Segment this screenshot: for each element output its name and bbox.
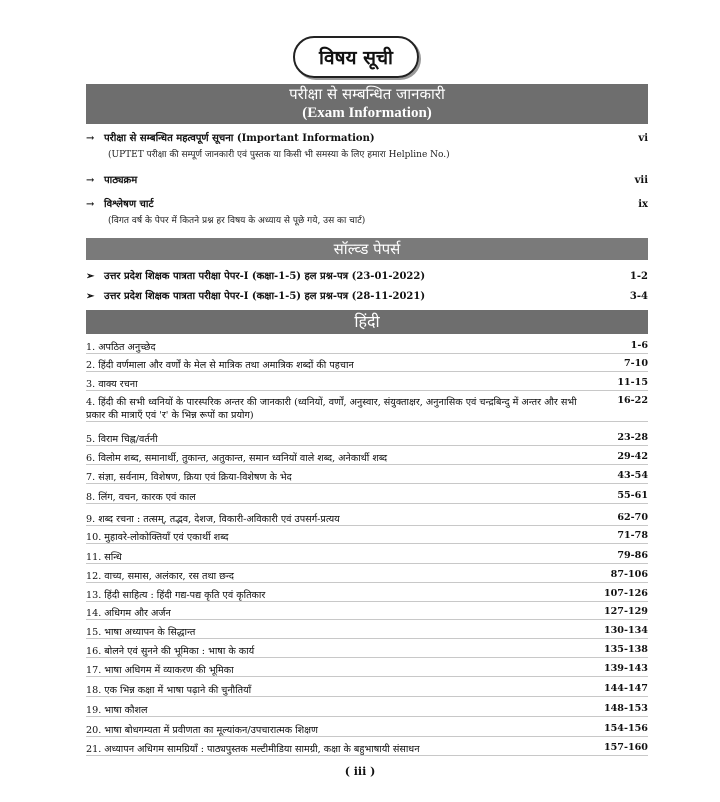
chapter-title: 2. हिंदी वर्णमाला और वर्णों के मेल से मात्रिक तथा अमात्रिक शब्दों की पहचान: [86, 360, 354, 371]
chapter-title: 11. सन्धि: [86, 552, 122, 563]
chapter-title: 10. मुहावरे-लोकोक्तियाँ एवं एकार्थी शब्द: [86, 532, 229, 543]
chapter-title: 7. संज्ञा, सर्वनाम, विशेषण, क्रिया एवं क्रिया-विशेषण के भेद: [86, 472, 292, 483]
page-title: विषय सूची: [293, 36, 419, 78]
chapter-title: 15. भाषा अध्यापन के सिद्धान्त: [86, 627, 196, 638]
section-hindi-header: [86, 310, 648, 334]
entry-label: परीक्षा से सम्बन्धित महत्वपूर्ण सूचना (Important Information): [104, 133, 375, 144]
chapter-row[interactable]: [86, 451, 648, 465]
section-exam-info-heading: परीक्षा से सम्बन्धित जानकारी: [289, 85, 445, 103]
chapter-row[interactable]: [86, 550, 648, 564]
toc-entry-paper-2021[interactable]: [86, 288, 648, 302]
section-solved-papers-header: [86, 238, 648, 260]
chapter-pages: 154-156: [603, 723, 648, 734]
entry-label: उत्तर प्रदेश शिक्षक पात्रता परीक्षा पेपर-I (कक्षा-1-5) हल प्रश्न-पत्र (23-01-2022): [104, 271, 426, 282]
entry-note: (UPTET परीक्षा की सम्पूर्ण जानकारी एवं पुस्तक या किसी भी समस्या के लिए हमारा Helpline No.): [108, 150, 450, 160]
chapter-row[interactable]: [86, 703, 648, 717]
chapter-pages: 71-78: [617, 530, 648, 541]
toc-entry-paper-2022[interactable]: [86, 268, 648, 282]
chapter-row[interactable]: [86, 340, 648, 354]
arrow-right-icon: ➢: [86, 271, 95, 282]
entry-label: विश्लेषण चार्ट: [104, 199, 154, 210]
toc-entry-important-info[interactable]: [86, 130, 648, 160]
chapter-pages: 16-22: [617, 395, 648, 406]
chapter-pages: 135-138: [603, 644, 648, 655]
chapter-row[interactable]: [86, 663, 648, 677]
page-number: ( iii ): [344, 765, 376, 778]
chapter-title: 16. बोलने एवं सुनने की भूमिका : भाषा के कार्य: [86, 646, 255, 657]
chapter-row[interactable]: [86, 490, 648, 504]
chapter-title: 19. भाषा कौशल: [86, 705, 148, 716]
chapter-pages: 55-61: [617, 490, 648, 501]
chapter-pages: 62-70: [617, 512, 648, 523]
chapter-pages: 127-129: [603, 606, 648, 617]
chapter-title: 5. विराम चिह्न/वर्तनी: [86, 434, 158, 445]
chapter-title: 6. विलोम शब्द, समानार्थी, तुकान्त, अतुकान्त, समान ध्वनियों वाले शब्द, अनेकार्थी शब्द: [86, 453, 388, 464]
entry-page: 3-4: [629, 291, 648, 302]
chapter-row[interactable]: [86, 625, 648, 639]
arrow-right-icon: →: [86, 175, 95, 186]
chapter-pages: 107-126: [603, 588, 648, 599]
chapter-row[interactable]: [86, 395, 648, 422]
chapter-pages: 23-28: [617, 432, 648, 443]
chapter-pages: 11-15: [617, 377, 648, 388]
arrow-right-icon: ➢: [86, 291, 95, 302]
section-exam-info-header: [86, 84, 648, 124]
chapter-row[interactable]: [86, 512, 648, 526]
entry-label: उत्तर प्रदेश शिक्षक पात्रता परीक्षा पेपर-I (कक्षा-1-5) हल प्रश्न-पत्र (28-11-2021): [104, 291, 426, 302]
chapter-row[interactable]: [86, 377, 648, 391]
chapter-pages: 139-143: [603, 663, 648, 674]
chapter-pages: 144-147: [603, 683, 648, 694]
chapter-title: 12. वाच्य, समास, अलंकार, रस तथा छन्द: [86, 571, 234, 582]
section-exam-info-heading-en: (Exam Information): [302, 105, 432, 121]
section-solved-papers-heading: सॉल्व्ड पेपर्स: [333, 240, 401, 258]
entry-page: ix: [638, 199, 648, 210]
chapter-title: 4. हिंदी की सभी ध्वनियों के पारस्परिक अन्तर की जानकारी (ध्वनियों, वर्णों, अनुस्वार, संयुक्ताक्षर, अनुनासिक एवं चन्द्रबिन्दु में अन्तर और सभी प्रकार की मात्राएँ एवं 'र' के भिन्न रूपों का प्रयोग): [86, 397, 577, 421]
chapter-title: 8. लिंग, वचन, कारक एवं काल: [86, 492, 196, 503]
arrow-right-icon: →: [86, 199, 95, 210]
toc-entry-analysis-chart[interactable]: [86, 196, 648, 226]
chapter-row[interactable]: [86, 742, 648, 756]
chapter-pages: 87-106: [610, 569, 648, 580]
entry-label: पाठ्यक्रम: [104, 175, 138, 186]
chapter-title: 18. एक भिन्न कक्षा में भाषा पढ़ाने की चुनौतियाँ: [86, 685, 252, 696]
chapter-row[interactable]: [86, 569, 648, 583]
chapter-row[interactable]: [86, 432, 648, 446]
chapter-pages: 1-6: [630, 340, 648, 351]
chapter-title: 20. भाषा बोधगम्यता में प्रवीणता का मूल्यांकन/उपचारात्मक शिक्षण: [86, 725, 318, 736]
chapter-pages: 157-160: [603, 742, 648, 753]
chapter-row[interactable]: [86, 530, 648, 544]
chapter-pages: 29-42: [617, 451, 648, 462]
chapter-row[interactable]: [86, 683, 648, 697]
chapter-title: 9. शब्द रचना : तत्सम्, तद्भव, देशज, विकारी-अविकारी एवं उपसर्ग-प्रत्यय: [86, 514, 340, 525]
chapter-row[interactable]: [86, 358, 648, 372]
chapter-pages: 130-134: [603, 625, 648, 636]
chapter-pages: 7-10: [623, 358, 648, 369]
entry-page: vi: [638, 133, 648, 144]
chapter-row[interactable]: [86, 723, 648, 737]
chapter-title: 13. हिंदी साहित्य : हिंदी गद्य-पद्य कृति एवं कृतिकार: [86, 590, 266, 601]
chapter-pages: 148-153: [603, 703, 648, 714]
chapter-row[interactable]: [86, 606, 648, 620]
toc-entry-syllabus[interactable]: [86, 172, 648, 186]
chapter-pages: 43-54: [617, 470, 648, 481]
chapter-pages: 79-86: [617, 550, 648, 561]
entry-note: (विगत वर्ष के पेपर में कितने प्रश्न हर विषय के अध्याय से पूछे गये, उस का चार्ट): [108, 216, 366, 226]
entry-page: 1-2: [629, 271, 648, 282]
chapter-row[interactable]: [86, 588, 648, 602]
chapter-title: 3. वाक्य रचना: [86, 379, 138, 390]
entry-page: vii: [634, 175, 648, 186]
chapter-title: 17. भाषा अधिगम में व्याकरण की भूमिका: [86, 665, 234, 676]
arrow-right-icon: →: [86, 133, 95, 144]
chapter-title: 1. अपठित अनुच्छेद: [86, 342, 156, 353]
chapter-row[interactable]: [86, 644, 648, 658]
section-hindi-heading: हिंदी: [354, 312, 380, 331]
chapter-title: 21. अध्यापन अधिगम सामग्रियाँ : पाठ्यपुस्तक मल्टीमीडिया सामग्री, कक्षा के बहुभाषायी संसाधन: [86, 744, 420, 755]
chapter-title: 14. अधिगम और अर्जन: [86, 608, 171, 619]
chapter-row[interactable]: [86, 470, 648, 484]
